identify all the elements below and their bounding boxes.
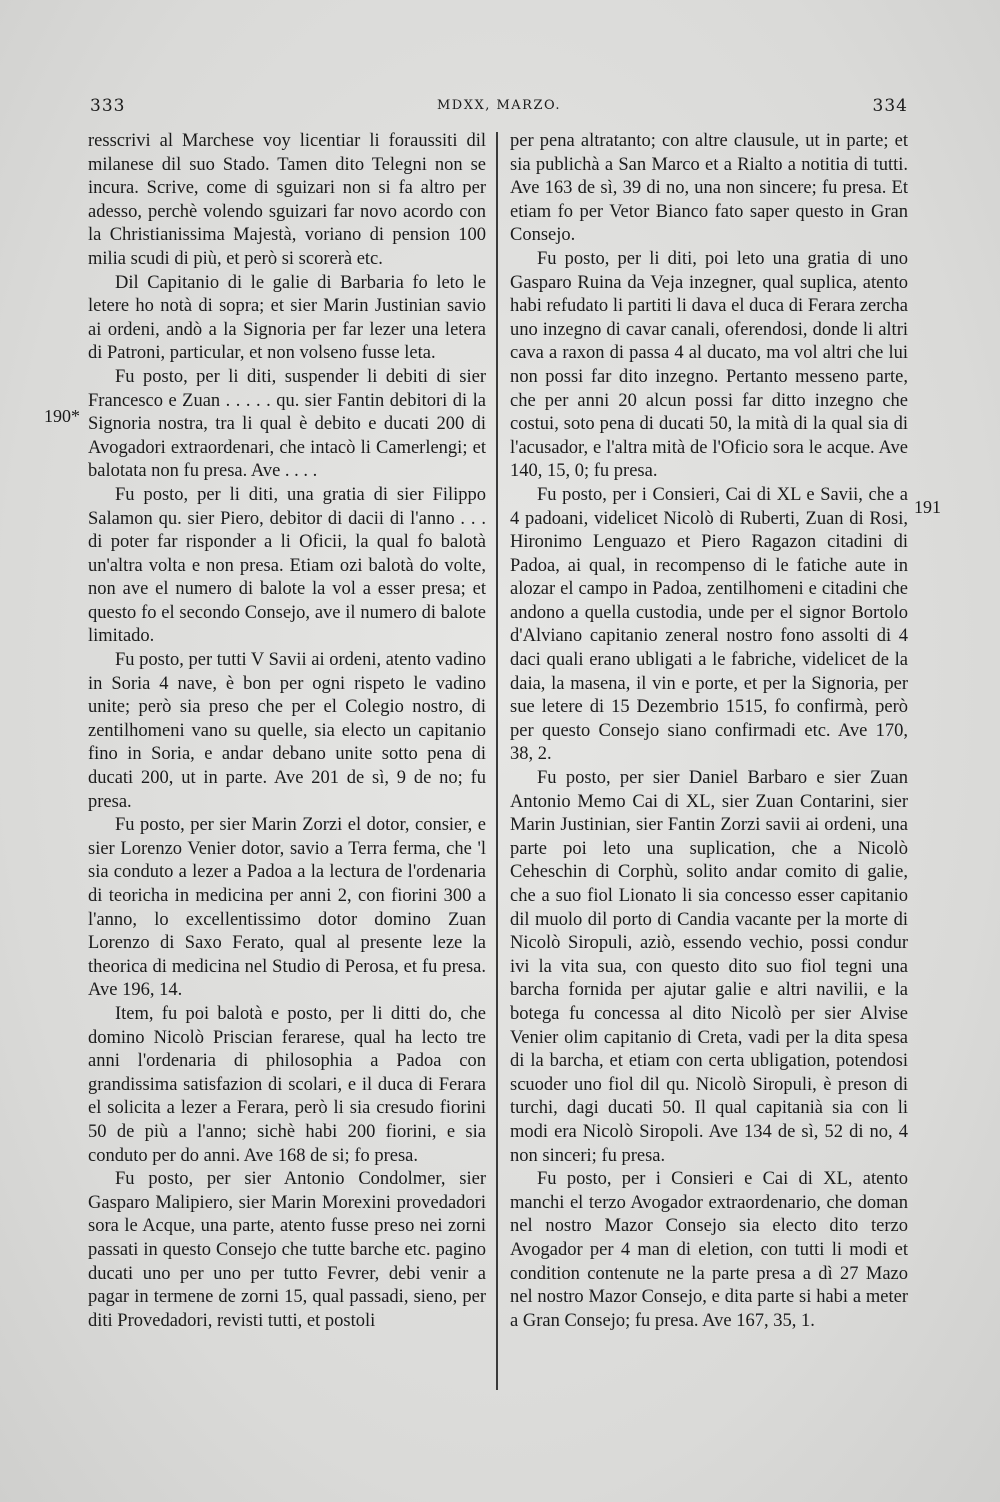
paragraph: Fu posto, per i Consieri, Cai di XL e Savii, che a 4 padoani, videlicet Nicolò di Ruberti, Zuan di Rosi, Hironimo Lenguazo et Piero Ragazon citadini di Padoa, ai qual, in recompenso di le fatiche aute in alozar el campo in Padoa, zentilhomeni e citadini che andono a quella custodia, unde per el signor Bortolo d'Alviano capitanio zeneral nostro fono assolti di 4 daci quali erano ubligati a le fabriche, videlicet de la daia, la masena, il vin e porte, et per la Signoria, per sue letere di 15 Dezembrio 1515, fo confirmà, però per questo Consejo siano confirmadi etc. Ave 170, 38, 2. — [510, 484, 908, 765]
paragraph: per pena altratanto; con altre clausule, ut in parte; et sia publichà a San Marco et a Rialto a notitia di tutti. Ave 163 de sì, 39 di no, una non sincere; fu presa. Et etiam fo per Vetor Bianco fato saper questo in Gran Consejo. — [510, 131, 908, 246]
margin-note-right: 191 — [914, 497, 941, 517]
right-page-number: 334 — [872, 96, 908, 116]
paragraph: resscrivi al Marchese voy licentiar li foraussiti dil milanese dil suo Stado. Tamen dito Telegni non se incura. Scrive, come di sguizari non si fa altro per adesso, perchè volendo sguizari far novo acordo con la Christianissima Majestà, voriano di pension 100 milia scudi di più, et però si scorerà etc. — [88, 131, 486, 269]
margin-note-left: 190* — [44, 406, 80, 426]
paragraph: Item, fu poi balotà e posto, per li ditti do, che domino Nicolò Priscian ferarese, qual ha lecto tre anni l'ordenaria di philosophia a Padoa con grandissima satisfazion di scolari, e il duca di Ferara el solicita a lezer a Ferara, però li sia cresudo fiorini 50 de più a l'anno; sichè habi 200 fiorini, e sia conduto per do anni. Ave 168 de si; fo presa. — [88, 1003, 486, 1166]
left-column — [88, 130, 486, 1333]
running-header — [90, 96, 908, 120]
paragraph: Dil Capitanio di le galie di Barbaria fo leto le letere ho notà di sopra; et sier Marin Justinian savio ai ordeni, andò a la Signoria per far lezer una letera di Patroni, particular, et non volseno fusse leta. — [88, 272, 486, 364]
paragraph: Fu posto, per li diti, una gratia di sier Filippo Salamon qu. sier Piero, debitor di dacii di l'anno . . . di poter far risponder a li Oficii, la qual fo balotà un'altra volta e non presa. Etiam ozi balotà do volte, non ave el numero di balote la vol a esser presa; et questo fo el secondo Consejo, ave il numero di balote limitado. — [88, 484, 486, 647]
paragraph: Fu posto, per i Consieri e Cai di XL, atento manchi el terzo Avogador extraordenario, che doman nel nostro Mazor Consejo sia electo dito terzo Avogador per 4 man di eletion, con tutti li modi et condition contenute ne la parte presa a dì 27 Mazo nel nostro Mazor Consejo, e dita parte si habi a meter a Gran Consejo; fu presa. Ave 167, 35, 1. — [510, 1169, 908, 1331]
paragraph: Fu posto, per li diti, poi leto una gratia di uno Gasparo Ruina da Veja inzegner, qual suplica, atento habi refudato li partiti li dava el duca di Ferara zercha uno inzegno di cavar canali, oferendosi, donde li altri cava a raxon di passa 4 al ducato, ma vol altri che lui non possi far dito inzegno. Pertanto messeno parte, che per anni 20 alcun possi far ditto inzegno che costui, soto pena di ducati 50, la mità di la qual sia di l'acusador, e l'altra mità de l'Oficio sora le acque. Ave 140, 15, 0; fu presa. — [510, 248, 908, 482]
paragraph: Fu posto, per sier Marin Zorzi el dotor, consier, e sier Lorenzo Venier dotor, savio a Terra ferma, che 'l sia conduto a lezer a Padoa a la lectura de l'ordenaria di teoricha in medicina per anni 2, con fiorini 300 a l'anno, lo excellentissimo dotor domino Zuan Lorenzo di Saxo Ferato, qual al presente leze la theorica di medicina nel Studio di Perosa, et fu presa. Ave 196, 14. — [88, 815, 486, 1001]
left-page-number: 333 — [90, 96, 126, 116]
paragraph: Fu posto, per sier Daniel Barbaro e sier Zuan Antonio Memo Cai di XL, sier Zuan Contarini, sier Marin Justinian, sier Fantin Zorzi savii ai ordeni, una parte poi leto una suplication, che a Nicolò Ceheschin di Corphù, solito andar comito di galie, che a suo fiol Lionato li sia concesso esser capitanio dil muolo dil porto di Candia vacante per la morte di Nicolò Siropuli, aziò, essendo vechio, possi condur ivi la vita sua, con questo dito suo fiol tegni una barcha fornida per ajutar galie e altri navilii, e la botega fu concessa al dito Nicolò per sier Alvise Venier olim capitanio di Creta, vadi per la dita spesa di la barcha, et etiam con certa ubligation, potendosi scuoder uno fiol dil qu. Nicolò Siropuli, è preson di turchi, dagi ducati 50. Il qual capitanià sia con li modi era Nicolò Siropoli. Ave 134 de sì, 52 di no, 4 non sinceri; fu presa. — [510, 768, 908, 1166]
paragraph: Fu posto, per li diti, suspender li debiti di sier Francesco e Zuan . . . . . qu. sier Fantin debitori di la Signoria nostra, tra li qual è debito e ducati 200 di Avogadori extraordenari, che intacò li Camerlengi; et balotata non fu presa. Ave . . . . — [88, 366, 486, 482]
paragraph: Fu posto, per tutti V Savii ai ordeni, atento vadino in Soria 4 nave, è bon per ogni rispeto le vadino unite; però sia preso che per el Colegio nostro, di zentilhomeni vano su quelle, sia electo un capitanio fino in Soria, e andar debano unite sotto pena di ducati 200, ut in parte. Ave 201 de sì, 9 de no; fu presa. — [88, 650, 486, 812]
paragraph: Fu posto, per sier Antonio Condolmer, sier Gasparo Malipiero, sier Marin Morexini provedadori sora le Acque, una parte, atento fusse preso nei zorni passati in questo Consejo che tutte barche etc. pagino ducati uno per uno per tutto Fevrer, debi venir a pagar in termene de zorni 15, qual passadi, sieno, per diti Provedadori, revisti tutti, et postoli — [88, 1169, 486, 1331]
right-column — [510, 130, 908, 1333]
column-divider — [496, 132, 498, 1390]
running-title: MDXX, MARZO. — [436, 98, 562, 113]
